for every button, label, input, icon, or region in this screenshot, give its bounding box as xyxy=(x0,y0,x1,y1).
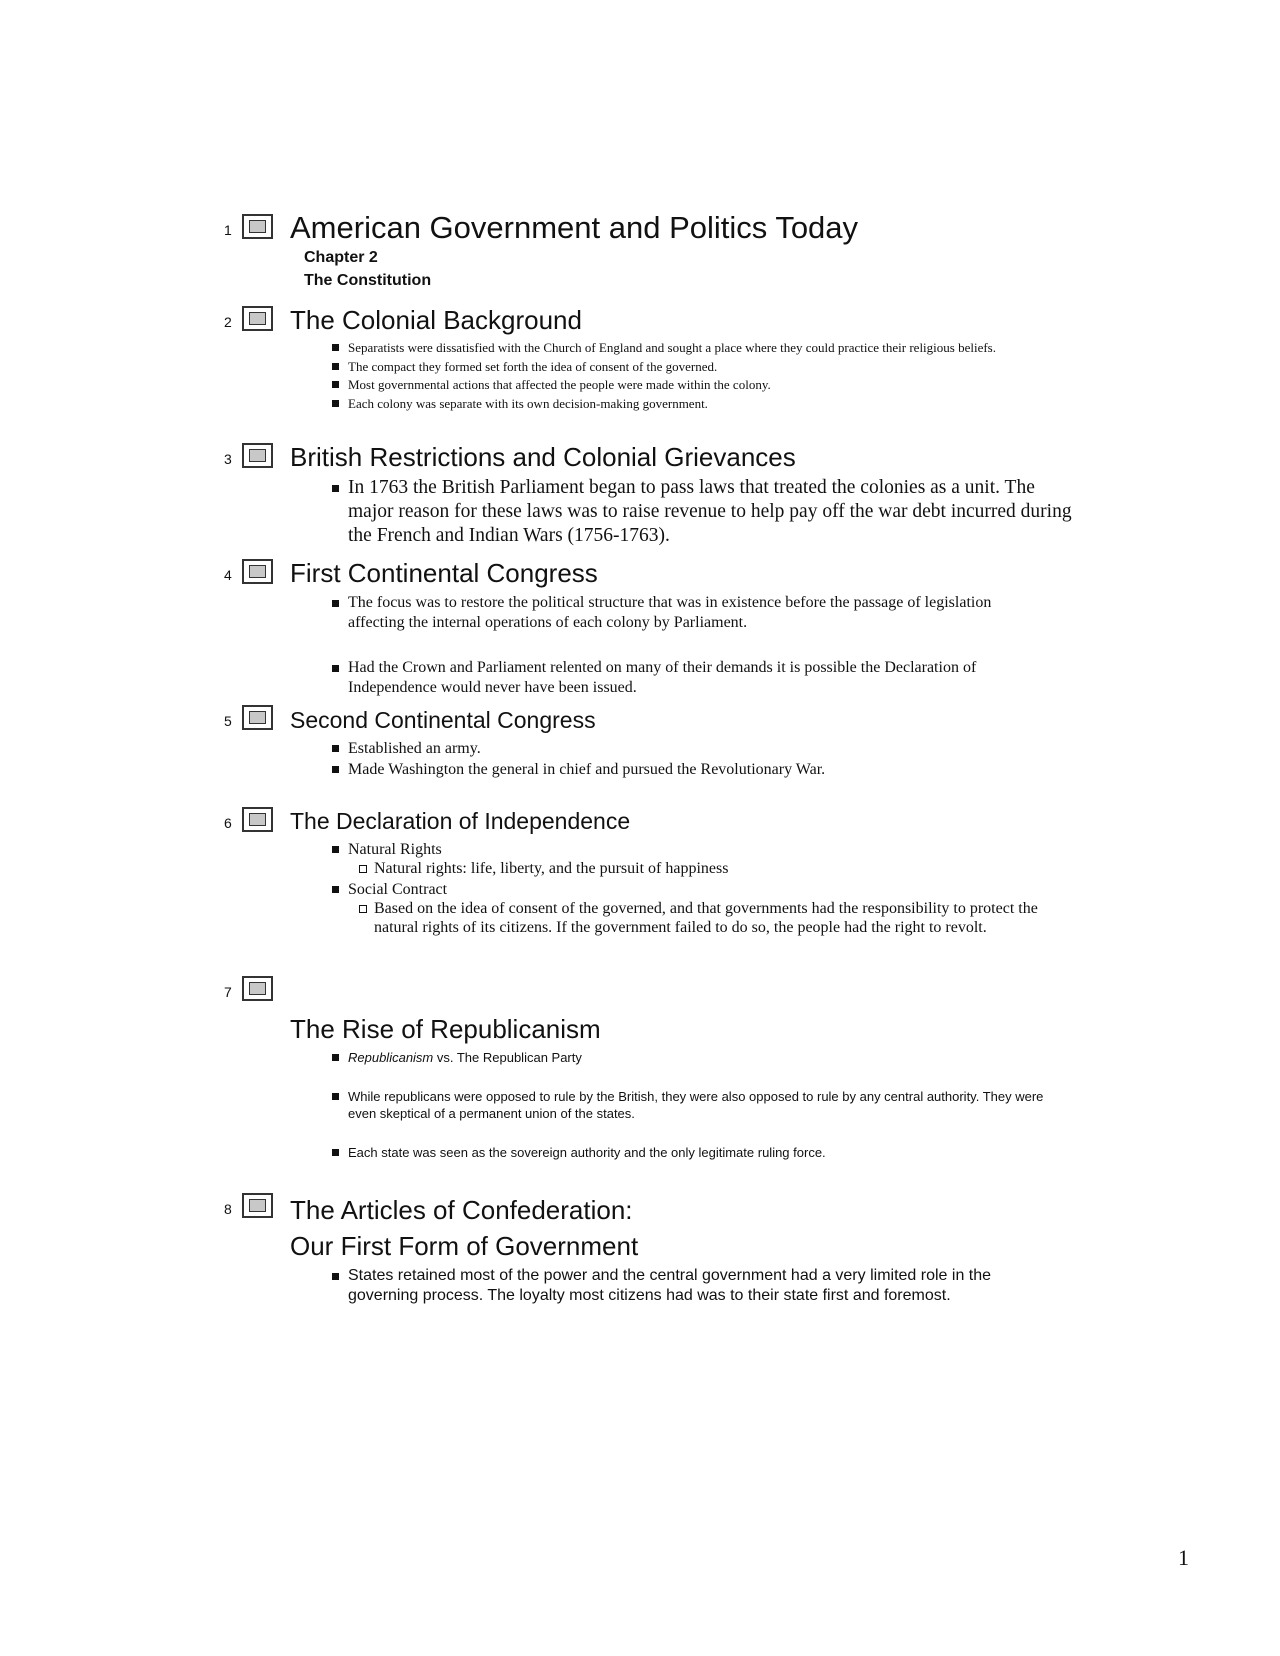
slide-number: 3 xyxy=(224,451,232,467)
slide-thumbnail-icon xyxy=(242,443,273,468)
list-item: The compact they formed set forth the idea of consent of the governed. xyxy=(330,358,1050,376)
list-item: Separatists were dissatisfied with the Church of England and sought a place where they could practice their religious beliefs. xyxy=(330,339,1050,357)
bullet-list xyxy=(330,1266,1050,1306)
slide-thumbnail-icon xyxy=(242,214,273,239)
page-number: 1 xyxy=(1178,1545,1189,1570)
slide-number: 5 xyxy=(224,713,232,729)
slide-title: American Government and Politics Today xyxy=(290,210,859,245)
list-item: In 1763 the British Parliament began to pass laws that treated the colonies as a unit. The major reason for these laws was to raise revenue to help pay off the war debt incurred during the French and Indian Wars (1756-1763). xyxy=(330,476,1075,548)
slide-number: 1 xyxy=(224,222,232,238)
slide-title: The Declaration of Independence xyxy=(290,808,631,834)
republicanism-rest: vs. The Republican Party xyxy=(433,1050,582,1065)
list-item: The focus was to restore the political structure that was in existence before the passage of legislation affecting the internal operations of each colony by Parliament. xyxy=(330,593,1050,633)
slide-thumbnail-icon xyxy=(242,705,273,730)
list-item xyxy=(330,840,1070,878)
slide-title: First Continental Congress xyxy=(290,558,598,588)
slide-number: 7 xyxy=(224,984,232,1000)
slide-thumbnail-icon xyxy=(242,306,273,331)
bullet-list xyxy=(330,476,1075,548)
list-item: Each colony was separate with its own decision-making government. xyxy=(330,395,1050,413)
sub-list xyxy=(348,899,1070,937)
chapter-label: Chapter 2 xyxy=(304,249,378,266)
list-item: Made Washington the general in chief and pursued the Revolutionary War. xyxy=(330,759,1050,780)
slide-title: The Colonial Background xyxy=(290,305,582,335)
slide-title: Second Continental Congress xyxy=(290,707,596,733)
chapter-title: The Constitution xyxy=(304,272,432,289)
bullet-list xyxy=(330,593,1050,698)
list-item: While republicans were opposed to rule by the British, they were also opposed to rule by any central authority. They were even skeptical of a permanent union of the states. xyxy=(330,1088,1060,1122)
slide-number: 4 xyxy=(224,567,232,583)
slide-number: 2 xyxy=(224,314,232,330)
bullet-list xyxy=(330,738,1050,780)
slide-number: 6 xyxy=(224,815,232,831)
list-item: Most governmental actions that affected the people were made within the colony. xyxy=(330,376,1050,394)
bullet-label: Social Contract xyxy=(348,881,448,898)
bullet-list xyxy=(330,1049,1060,1161)
republicanism-term: Republicanism xyxy=(348,1050,434,1065)
list-item xyxy=(330,1049,1060,1066)
list-item: Established an army. xyxy=(330,738,1050,759)
bullet-list xyxy=(330,339,1050,412)
bullet-list xyxy=(330,840,1070,937)
list-item: States retained most of the power and the central government had a very limited role in the governing process. The loyalty most citizens had was to their state first and foremost. xyxy=(330,1266,1050,1306)
slide-title-line-1: The Articles of Confederation: xyxy=(290,1195,633,1225)
list-item xyxy=(330,880,1070,937)
sub-list-item: Based on the idea of consent of the governed, and that governments had the responsibility to protect the natural rights of its citizens. If the government failed to do so, the people had the right to revolt. xyxy=(348,899,1070,937)
slide-title-line-2: Our First Form of Government xyxy=(290,1231,639,1261)
list-item: Had the Crown and Parliament relented on many of their demands it is possible the Declaration of Independence would never have been issued. xyxy=(330,658,1050,698)
slide-thumbnail-icon xyxy=(242,559,273,584)
slide-title: The Rise of Republicanism xyxy=(290,1014,601,1044)
sub-list-item: Natural rights: life, liberty, and the pursuit of happiness xyxy=(348,859,1070,878)
slide-thumbnail-icon xyxy=(242,1193,273,1218)
slide-title: British Restrictions and Colonial Grievances xyxy=(290,442,796,472)
bullet-label: Natural Rights xyxy=(348,841,442,858)
slide-thumbnail-icon xyxy=(242,807,273,832)
slide-number: 8 xyxy=(224,1201,232,1217)
slide-thumbnail-icon xyxy=(242,976,273,1001)
list-item: Each state was seen as the sovereign authority and the only legitimate ruling force. xyxy=(330,1144,1060,1161)
sub-list xyxy=(348,859,1070,878)
